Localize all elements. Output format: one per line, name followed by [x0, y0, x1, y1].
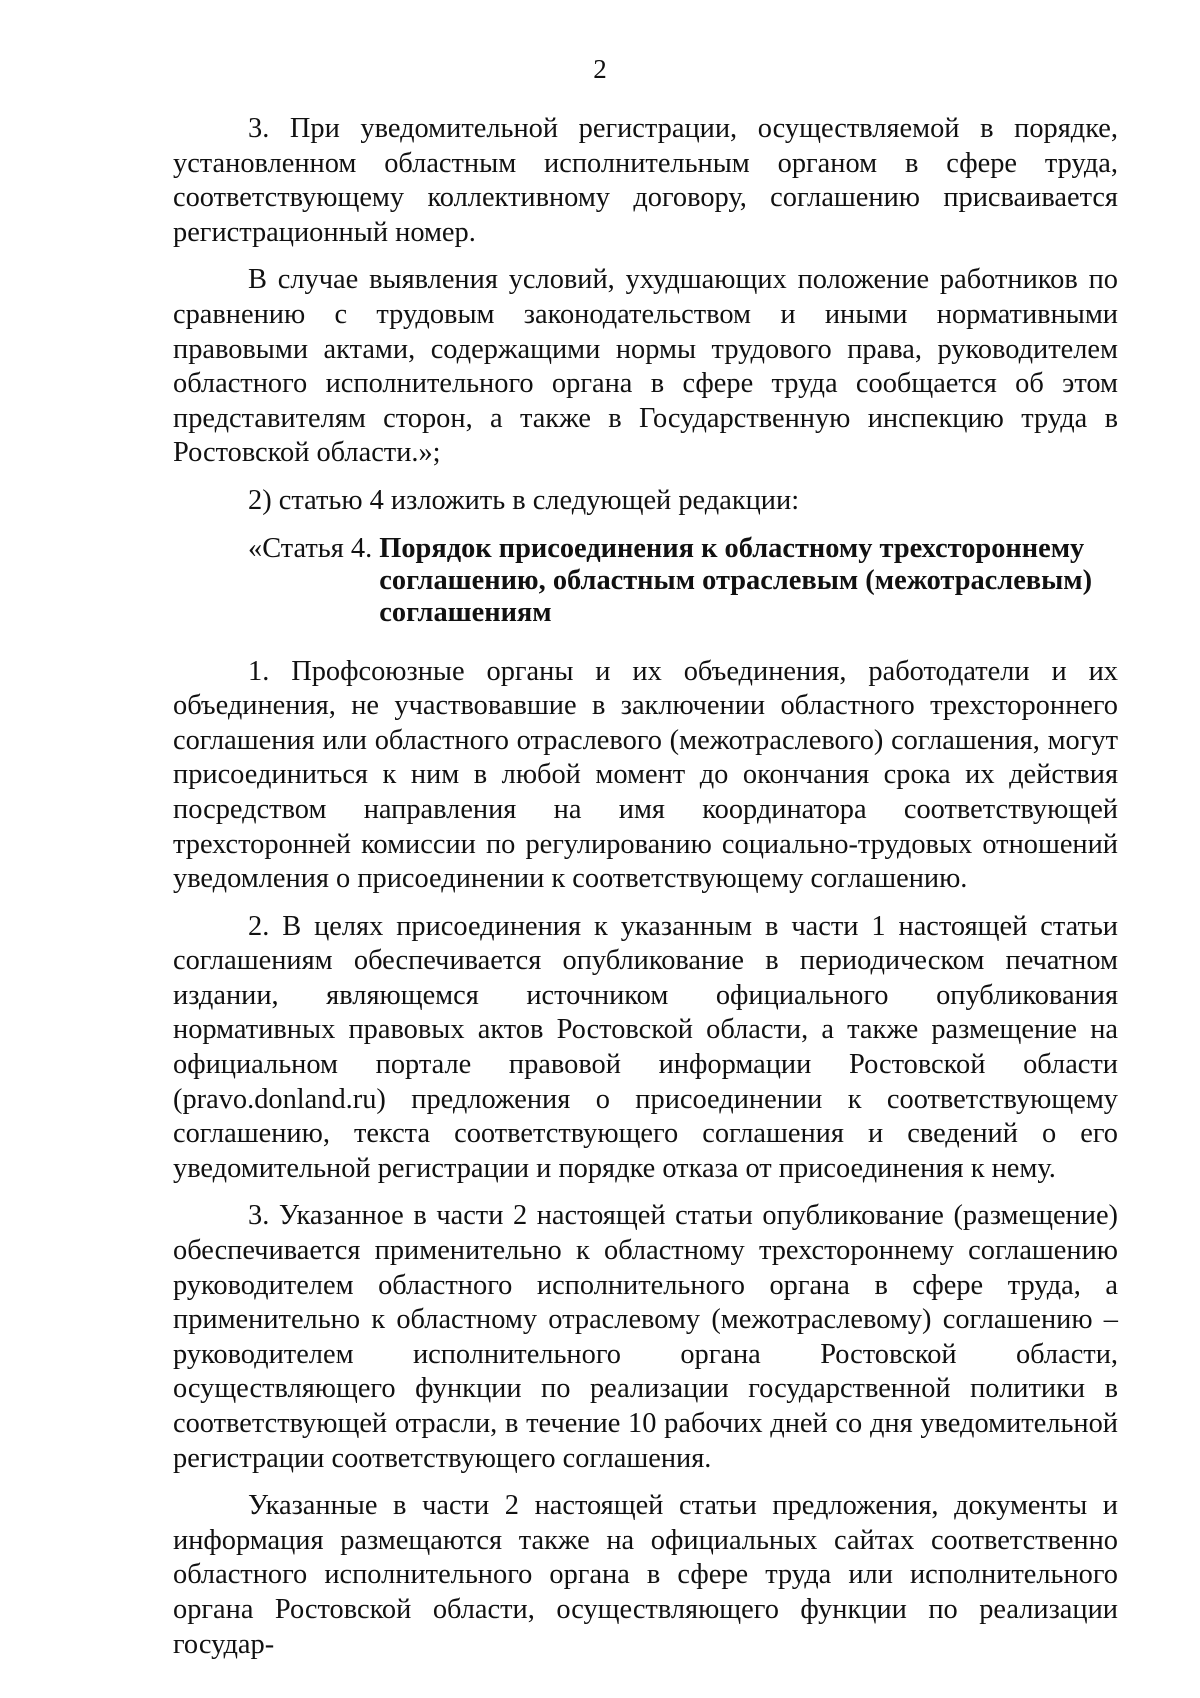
article-heading — [248, 533, 1118, 629]
article-heading-prefix: «Статья 4. — [248, 532, 380, 564]
paragraph-joining-agreements: 1. Профсоюзные органы и их объединения, работодатели и их объединения, не участвовавшие в заключении областного трехстороннего соглашения или областного отраслевого (межотраслевого) соглашения, могут присоединиться к ним в любой момент до окончания срока их действия посредством направления на имя координатора соответствующей трехсторонней комиссии по регулированию социально-трудовых отношений уведомления о присоединении к соответствующему соглашению. — [173, 655, 1118, 895]
paragraph-publication: 2. В целях присоединения к указанным в части 1 настоящей статьи соглашениям обеспечивается опубликование в периодическом печатном издании, являющемся источником официального опубликования нормативных правовых актов Ростовской области, а также размещение на официальном портале правовой информации Ростовской области (pravo.donland.ru) предложения о присоединении к соответствующему соглашению, текста соответствующего соглашения и сведений о его уведомительной регистрации и порядке отказа от присоединения к нему. — [173, 910, 1118, 1184]
article-heading-title: Порядок присоединения к областному трехстороннему соглашению, областным отраслевым (межотраслевым) соглашениям — [379, 532, 1093, 628]
paragraph-worsening-conditions: В случае выявления условий, ухудшающих положение работников по сравнению с трудовым законодательством и иными нормативными правовыми актами, содержащими нормы трудового права, руководителем областного исполнительного органа в сфере труда сообщается об этом представителям сторон, а также в Государственную инспекцию труда в Ростовской области.»; — [173, 264, 1118, 469]
paragraph-article-4-amendment: 2) статью 4 изложить в следующей редакции: — [248, 484, 800, 516]
page-number: 2 — [593, 54, 607, 84]
paragraph-registration-number: 3. При уведомительной регистрации, осуществляемой в порядке, установленном областным исполнительным органом в сфере труда, соответствующему коллективному договору, соглашению присваивается регистрационный номер. — [173, 113, 1118, 248]
document-body — [173, 112, 1118, 1675]
paragraph-publication-responsibility: 3. Указанное в части 2 настоящей статьи опубликование (размещение) обеспечивается применительно к областному трехстороннему соглашению руководителем областного исполнительного органа в сфере труда, а применительно к областному отраслевому (межотраслевому) соглашению – руководителем исполнительного органа Ростовской области, осуществляющего функции по реализации государственной политики в соответствующей отрасли, в течение 10 рабочих дней со дня уведомительной регистрации соответствующего соглашения. — [173, 1200, 1118, 1474]
paragraph-official-websites: Указанные в части 2 настоящей статьи предложения, документы и информация размещаются также на официальных сайтах соответственно областного исполнительного органа в сфере труда или исполнительного органа Ростовской области, осуществляющего функции по реализации государ- — [173, 1490, 1118, 1660]
